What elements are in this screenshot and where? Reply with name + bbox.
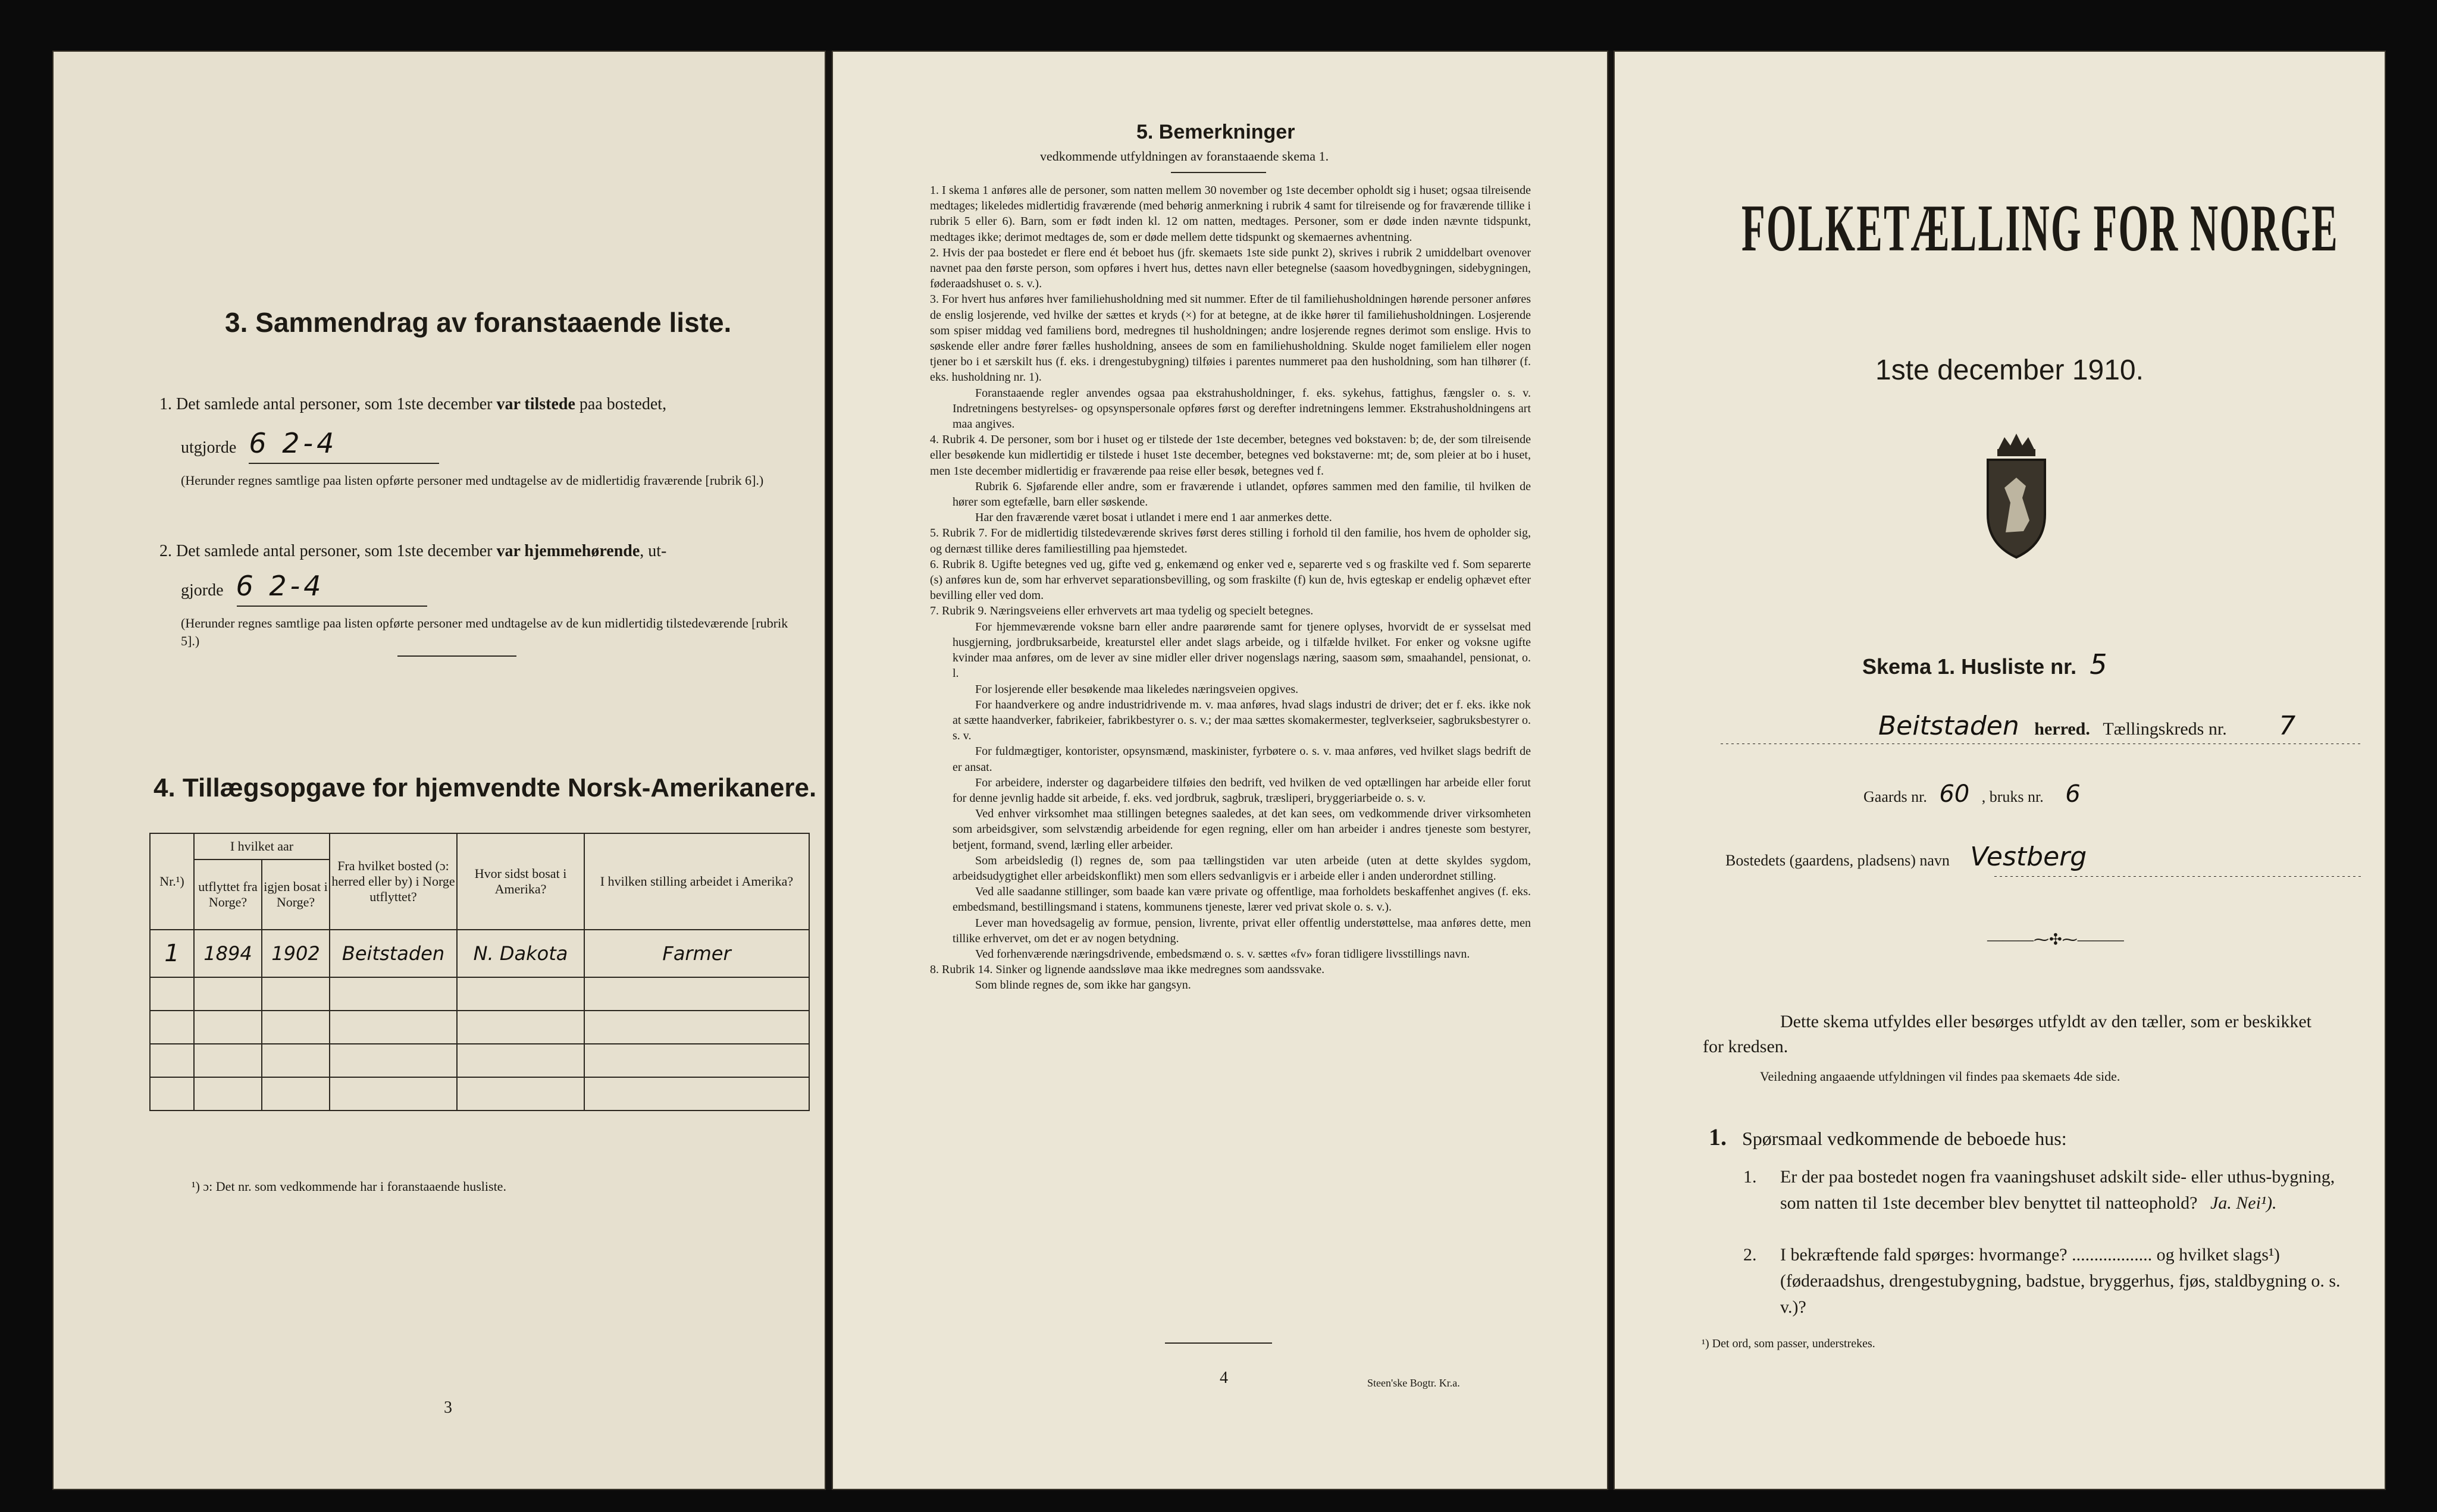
herred-value: Beitstaden [1878, 711, 2019, 741]
summary-item-1 [159, 393, 802, 416]
kreds-label: Tællingskreds nr. [2103, 719, 2227, 739]
herred-line [1878, 711, 2295, 741]
remark-paragraph: 5. Rubrik 7. For de midlertidig tilstedeværende skrives først deres stilling i forhold til den familie, hos hvem de opholder sig, og dernæst tillike deres familiestilling paa hjemstedet. [930, 526, 1531, 556]
bruks-value: 6 [2065, 780, 2081, 808]
col-amerika-bosat: Hvor sidst bosat i Amerika? [457, 833, 584, 930]
question-number: 1. [1709, 1124, 1727, 1150]
remark-paragraph: Ved enhver virksomhet maa stillingen betegnes saaledes, at det kan sees, om vedkommende driver virksomheten som arbeidsgiver, som selvstændig arbeidende for egen regning, eller om han arbeider i andres tjeneste som bestyrer, betjent, formand, svend, lærling eller arbeider. [953, 807, 1531, 852]
skema-line [1862, 648, 2107, 680]
remark-paragraph: 8. Rubrik 14. Sinker og lignende aandssløve maa ikke medregnes som aandssvake. [930, 963, 1325, 977]
bosted-value: Vestberg [1970, 842, 2087, 872]
question-1-text: Er der paa bostedet nogen fra vaaningshuset adskilt side- eller uthus-bygning, som natten til 1ste december blev benyttet til natteophold? [1780, 1167, 2335, 1213]
col-group-aar: I hvilket aar [194, 833, 330, 859]
utgjorde-label: utgjorde [181, 438, 237, 457]
table-row [150, 930, 809, 977]
questions-heading [1709, 1123, 2067, 1151]
summary-heading: 3. Sammendrag av foranstaaende liste. [225, 307, 732, 338]
remark-paragraph: Som arbeidsledig (l) regnes de, som paa tællingstiden var uten arbeide (uten at dette skyldes sygdom, arbeidsudygtighet eller arbeidskonflikt) men som ellers sedvanligvis er i arbeide eller i anden underordnet stilling. [953, 854, 1531, 883]
remark-paragraph: For hjemmeværende voksne barn eller andre paarørende samt for tjenere oplyses, hvorvidt de er sysselsat med husgjerning, jordbruksarbeide, kreaturstel eller andet slags arbeide, og i tilfælde hvilket. For enker og voksne ugifte kvinder maa anføres, om de lever av sine midler eller driver nogenslags næring, saasom søm, smaahandel, pensionat, o. l. [953, 620, 1531, 680]
col-stilling: I hvilken stilling arbeidet i Amerika? [584, 833, 809, 930]
item-number: 1. [159, 395, 172, 413]
printer-imprint: Steen'ske Bogtr. Kr.a. [1367, 1377, 1460, 1389]
item-text: Det samlede antal personer, som 1ste december [176, 395, 497, 413]
footer-divider [1165, 1342, 1272, 1344]
col-fra-bosted: Fra hvilket bosted (ɔ: herred eller by) i Norge utflyttet? [330, 833, 457, 930]
heading-divider [1171, 172, 1266, 173]
question-number: 1. [1743, 1167, 1757, 1187]
section-divider [397, 655, 516, 657]
coat-of-arms [1975, 431, 2058, 562]
value-underline [237, 606, 427, 607]
gaards-label: Gaards nr. [1863, 788, 1927, 805]
remarks-heading: 5. Bemerkninger [1136, 121, 1295, 143]
handwritten-count-2: 6 2-4 [236, 570, 325, 602]
page-number: 4 [1220, 1369, 1228, 1387]
cell-nr: 1 [150, 930, 194, 977]
instruction-text: Dette skema utfyldes eller besørges utfyldt av den tæller, som er beskikket for kredsen. [1703, 1012, 2312, 1056]
bosted-line [1725, 842, 2087, 872]
summary-item-2-value-line [181, 570, 478, 603]
remark-paragraph: Lever man hovedsagelig av formue, pension, livrente, privat eller offentlig understøttelse, maa anføres dette, men tillike erhvervet, om det er av nogen betydning. [953, 916, 1531, 945]
col-nr: Nr.¹) [150, 833, 194, 930]
remark-paragraph: For losjerende eller besøkende maa likeledes næringsveien opgives. [975, 682, 1299, 696]
remark-paragraph: Foranstaaende regler anvendes ogsaa paa ekstrahusholdninger, f. eks. sykehus, fattighus, fængsler o. s. v. Indretningens bestyrelses- og opsynspersonale opføres først og derefter indretningens lemmer. Ekstrahusholdningens art maa angives. [953, 386, 1531, 431]
summary-note-1: (Herunder regnes samtlige paa listen opførte personer med undtagelse av de midlertidig fraværende [rubrik 6].) [181, 473, 764, 488]
question-2-text: I bekræftende fald spørges: hvormange? .................. og hvilket slags¹) (føderaadshus, drengestubygning, badstue, bryggerhus, fjøs, staldbygning o. s. v.)? [1780, 1245, 2341, 1317]
cell-stilling: Farmer [584, 930, 809, 977]
item-bold: var hjemmehørende [496, 542, 640, 560]
gjorde-label: gjorde [181, 581, 224, 600]
right-page [1614, 51, 2386, 1490]
col-utflyttet: utflyttet fra Norge? [194, 859, 262, 930]
dotted-line [1994, 876, 2363, 877]
remark-paragraph: 3. For hvert hus anføres hver familiehusholdning med sit nummer. Efter de til familiehusholdningen hørende personer anføres de enslig losjerende, ved hvilke der sættes et kryds (×) for at betegne, at de ikke hører til familiehusholdningen. Losjerende som spiser middag ved familiens bord, medregnes til husholdningen; andre losjerende regnes derimot som enslige. Hvis to søskende eller andre fører fælles husholdning, ansees de som en familiehusholdning. Skulde noget familielem eller nogen tjener bo i et særskilt hus (f. eks. i drengestubygning) tilføies i parentes nummeret paa den husholdning, som han tilhører (f. eks. husholdning nr. 1). [930, 293, 1531, 384]
question-2 [1743, 1242, 2350, 1320]
remark-paragraph: 7. Rubrik 9. Næringsveiens eller erhvervets art maa tydelig og specielt betegnes. [930, 604, 1314, 618]
item-text-end: , ut- [640, 542, 667, 560]
cell-utflyttet: 1894 [194, 930, 262, 977]
question-1 [1743, 1164, 2350, 1216]
census-date: 1ste december 1910. [1875, 355, 2144, 386]
remark-paragraph: Har den fraværende været bosat i utlandet i mere end 1 aar anmerkes dette. [975, 511, 1332, 525]
husliste-nr-value: 5 [2090, 648, 2107, 680]
instruction-small: Veiledning angaaende utfyldningen vil findes paa skemaets 4de side. [1760, 1069, 2120, 1084]
summary-note-2: (Herunder regnes samtlige paa listen opførte personer med undtagelse av de kun midlertidig tilstedeværende [rubrik 5].) [181, 616, 788, 648]
summary-item-2 [159, 539, 802, 563]
herred-label: herred. [2034, 719, 2090, 739]
col-igjen: igjen bosat i Norge? [262, 859, 330, 930]
table-row [150, 977, 809, 1011]
question-number: 2. [1743, 1245, 1757, 1265]
remark-paragraph: Ved alle saadanne stillinger, som baade kan være private og offentlige, maa forholdets beskaffenhet angives (f. eks. embedsmand, bestillingsmand i statens, kommunens tjeneste, lærer ved privat skole o. s. v.). [953, 885, 1531, 914]
left-page [52, 51, 826, 1490]
ornament-divider: ———⁓✣⁓——— [1987, 931, 2124, 948]
question-heading-text: Spørsmaal vedkommende de beboede hus: [1742, 1128, 2067, 1149]
remark-paragraph: Som blinde regnes de, som ikke har gangsyn. [975, 978, 1191, 992]
bosted-label: Bostedets (gaardens, pladsens) navn [1725, 852, 1950, 869]
remark-paragraph: 2. Hvis der paa bostedet er flere end ét beboet hus (jfr. skemaets 1ste side punkt 2), skrives i rubrik 2 umiddelbart ovenover navnet paa den første person, som opføres i hvert hus, dettes navn eller betegnelse (saasom hovedbygningen, sidebygningen, føderaadshuset o. s. v.). [930, 246, 1531, 291]
remark-paragraph: Ved forhenværende næringsdrivende, embedsmænd o. s. v. sættes «fv» foran tidligere livsstillings navn. [975, 947, 1470, 961]
cell-igjen: 1902 [262, 930, 330, 977]
remark-paragraph: 1. I skema 1 anføres alle de personer, som natten mellem 30 november og 1ste december opholdt sig i huset; ogsaa tilreisende medtages; likeledes midlertidig fraværende (med behørig anmerkning i rubrik 4 samt for tilreisende og for fraværende tillike i rubrik 5 eller 6). Barn, som er født inden kl. 12 om natten, medtages. Personer, som er døde inden nævnte tidspunkt, medtages ikke; derimot medtages de, som er døde mellem dette tidspunkt og skemaernes avhentning. [930, 184, 1531, 244]
table-row [150, 1011, 809, 1044]
remark-paragraph: For arbeidere, inderster og dagarbeidere tilføies den bedrift, ved hvilken de ved optællingen har arbeide eller forut for denne jevnlig hadde sit arbeide, f. eks. ved jordbruk, sagbruk, træsliperi, bryggeriarbeide o. s. v. [953, 776, 1531, 805]
table-footnote: ¹) ɔ: Det nr. som vedkommende har i foranstaaende husliste. [192, 1179, 506, 1194]
gaards-value: 60 [1939, 780, 1970, 808]
kreds-value: 7 [2279, 711, 2296, 741]
remark-paragraph: 4. Rubrik 4. De personer, som bor i huset og er tilstede der 1ste december, betegnes ved bokstaven: b; de, der som tilreisende eller besøkende kun midlertidig er tilstede i huset 1ste december, betegnes ved bokstaverne: mt; de, som pleier at bo i huset, men 1ste december midlertidig er fraværende paa reise eller besøk, betegnes ved f. [930, 433, 1531, 478]
item-text: Det samlede antal personer, som 1ste december [176, 542, 497, 560]
item-bold: var tilstede [496, 395, 575, 413]
item-number: 2. [159, 542, 172, 560]
right-page-footnote: ¹) Det ord, som passer, understrekes. [1702, 1337, 1875, 1350]
value-underline [249, 463, 439, 464]
norsk-amerikanere-table [149, 833, 810, 1111]
summary-item-1-value-line [181, 427, 478, 460]
census-title: FOLKETÆLLING FOR NORGE [1741, 192, 2339, 265]
page-number: 3 [444, 1398, 452, 1417]
remarks-body [930, 183, 1531, 993]
norsk-amerikanere-heading: 4. Tillægsopgave for hjemvendte Norsk-Amerikanere. [154, 773, 817, 802]
handwritten-count-1: 6 2-4 [249, 427, 338, 459]
remark-paragraph: 6. Rubrik 8. Ugifte betegnes ved ug, gifte ved g, enkemænd og enker ved e, separerte ved s og fraskilte ved f. Som separerte (s) anføres kun de, som har erhvervet separationsbevilling, og som fraskilte (f) kun de, hvis egteskap er endelig ophævet efter bevilling eller ved dom. [930, 557, 1531, 603]
remarks-subheading: vedkommende utfyldningen av foranstaaende skema 1. [1040, 149, 1329, 164]
table-row [150, 1077, 809, 1111]
cell-amerika-bosat: N. Dakota [457, 930, 584, 977]
table-row [150, 1044, 809, 1077]
remark-paragraph: Rubrik 6. Sjøfarende eller andre, som er fraværende i utlandet, opføres sammen med den familie, til hvilken de hører som egtefælle, barn eller søskende. [953, 479, 1531, 509]
remark-paragraph: For fuldmægtiger, kontorister, opsynsmænd, maskinister, fyrbøtere o. s. v. maa anføres, ved hvilket slags bedrift de er ansat. [953, 745, 1531, 774]
cell-fra-bosted: Beitstaden [330, 930, 457, 977]
page-fold [826, 51, 832, 1490]
item-text-end: paa bostedet, [575, 395, 667, 413]
bruks-label: , bruks nr. [1981, 788, 2044, 805]
remark-paragraph: For haandverkere og andre industridrivende m. v. maa anføres, hvad slags industri de driver; det er f. eks. ikke nok at sætte haandverker, fabrikeier, fabrikbestyrer o. s. v.; der maa sættes skomakermester, teglverkseier, sagbruksbestyrer o. s. v. [953, 698, 1531, 743]
skema-label: Skema 1. Husliste nr. [1862, 654, 2077, 679]
question-1-answer: Ja. Nei¹). [2210, 1193, 2277, 1213]
middle-page [832, 51, 1608, 1490]
gaards-line [1863, 780, 2081, 808]
